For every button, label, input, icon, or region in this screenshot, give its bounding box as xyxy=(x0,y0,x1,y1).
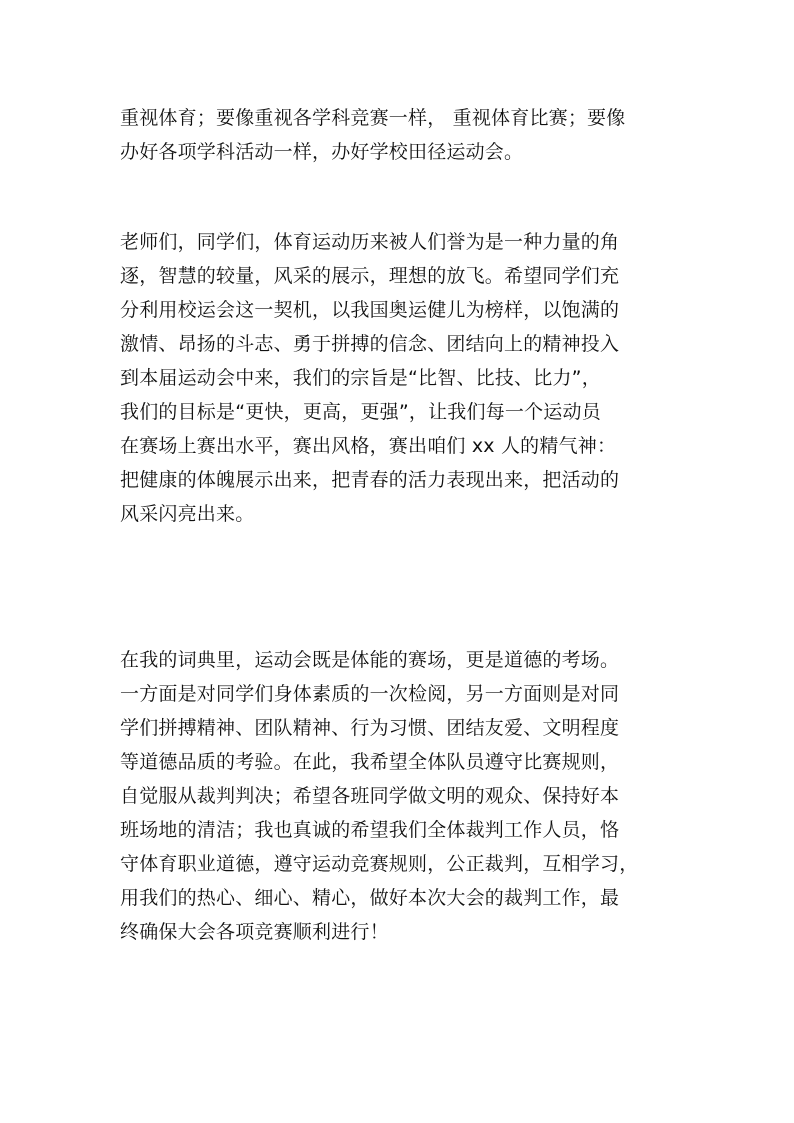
paragraph-line: 自觉服从裁判判决；希望各班同学做文明的观众、保持好本 xyxy=(120,785,620,807)
paragraph-3 xyxy=(120,643,690,949)
paragraph-line: 在赛场上赛出水平，赛出风格，赛出咱们 xx 人的精气神： xyxy=(120,435,617,457)
paragraph-line: 守体育职业道德，遵守运动竞赛规则，公正裁判，互相学习， xyxy=(120,853,639,875)
paragraph-1 xyxy=(120,101,690,169)
paragraph-line: 我们的目标是“更快，更高，更强”，让我们每一个运动员 xyxy=(120,401,601,423)
paragraph-line: 学们拼搏精神、团队精神、行为习惯、团结友爱、文明程度 xyxy=(120,717,620,739)
paragraph-line: 在我的词典里，运动会既是体能的赛场，更是道德的考场。 xyxy=(120,649,620,671)
paragraph-line: 激情、昂扬的斗志、勇于拼搏的信念、团结向上的精神投入 xyxy=(120,333,620,355)
paragraph-line: 重视体育；要像重视各学科竞赛一样， 重视体育比赛；要像 xyxy=(120,107,626,129)
paragraph-line: 老师们，同学们，体育运动历来被人们誉为是一种力量的角 xyxy=(120,231,620,253)
paragraph-line: 到本届运动会中来，我们的宗旨是“比智、比技、比力”， xyxy=(120,367,601,389)
paragraph-line: 把健康的体魄展示出来，把青春的活力表现出来，把活动的 xyxy=(120,469,620,491)
paragraph-line: 终确保大会各项竞赛顺利进行！ xyxy=(120,921,389,943)
paragraph-line: 等道德品质的考验。在此，我希望全体队员遵守比赛规则， xyxy=(120,751,620,773)
paragraph-line: 分利用校运会这一契机，以我国奥运健儿为榜样，以饱满的 xyxy=(120,299,620,321)
paragraph-line: 办好各项学科活动一样，办好学校田径运动会。 xyxy=(120,141,524,163)
paragraph-line: 用我们的热心、细心、精心，做好本次大会的裁判工作，最 xyxy=(120,887,620,909)
paragraph-line: 逐，智慧的较量，风采的展示，理想的放飞。希望同学们充 xyxy=(120,265,620,287)
paragraph-line: 班场地的清洁；我也真诚的希望我们全体裁判工作人员，恪 xyxy=(120,819,620,841)
paragraph-2 xyxy=(120,225,690,531)
paragraph-line: 风采闪亮出来。 xyxy=(120,503,255,525)
paragraph-line: 一方面是对同学们身体素质的一次检阅，另一方面则是对同 xyxy=(120,683,620,705)
